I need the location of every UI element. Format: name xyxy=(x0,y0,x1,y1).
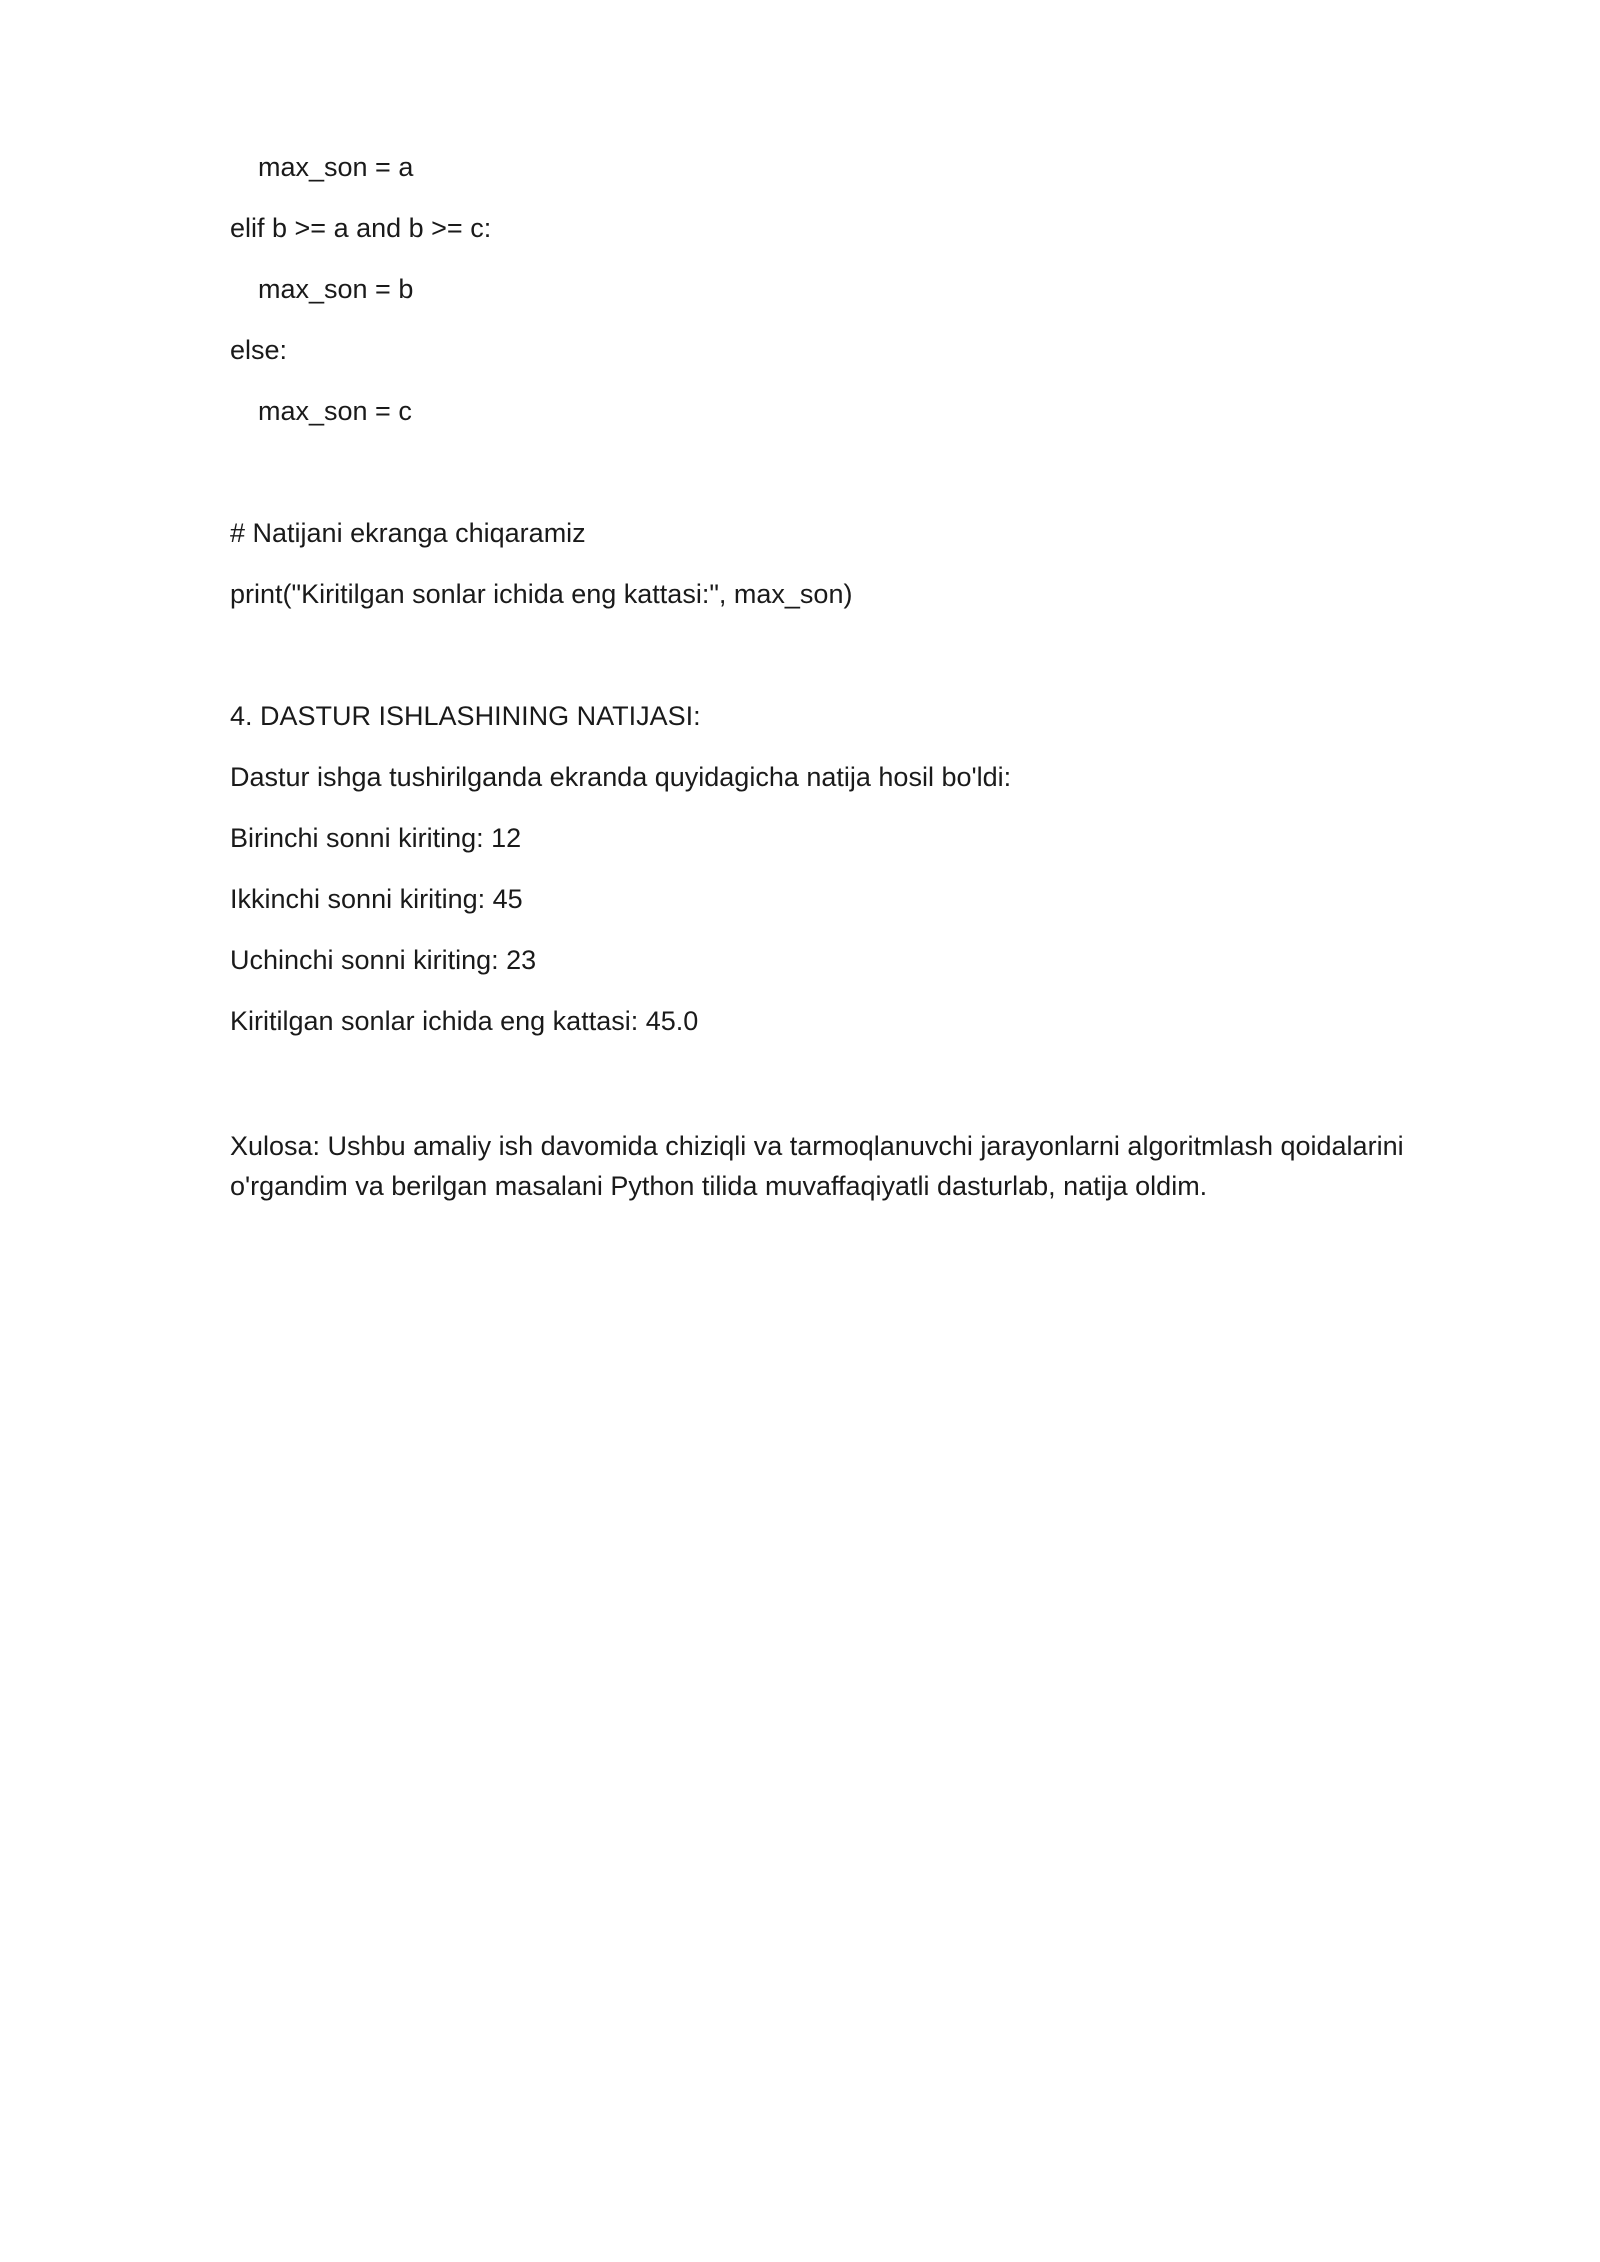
code-line: elif b >= a and b >= c: xyxy=(230,213,492,243)
code-line: max_son = c xyxy=(258,396,412,426)
section-intro: Dastur ishga tushirilganda ekranda quyidagicha natija hosil bo'ldi: xyxy=(230,762,1012,792)
code-line: else: xyxy=(230,335,288,365)
code-line: max_son = b xyxy=(258,274,414,304)
output-line: Kiritilgan sonlar ichida eng kattasi: 45.0 xyxy=(230,1006,699,1036)
document-content xyxy=(230,150,1430,1206)
blank-line xyxy=(230,638,1430,672)
output-line: Birinchi sonni kiriting: 12 xyxy=(230,823,522,853)
conclusion-paragraph: Xulosa: Ushbu amaliy ish davomida chiziqli va tarmoqlanuvchi jarayonlarni algoritmlash qoidalarini o'rgandim va berilgan masalani Python tilida muvaffaqiyatli dasturlab, natija oldim. xyxy=(230,1131,1404,1201)
code-line: max_son = a xyxy=(258,152,414,182)
blank-line xyxy=(230,1065,1430,1099)
output-line: Ikkinchi sonni kiriting: 45 xyxy=(230,884,523,914)
output-line: Uchinchi sonni kiriting: 23 xyxy=(230,945,537,975)
code-line: print("Kiritilgan sonlar ichida eng kattasi:", max_son) xyxy=(230,579,853,609)
blank-line xyxy=(230,455,1430,489)
code-comment: # Natijani ekranga chiqaramiz xyxy=(230,518,586,548)
section-heading: 4. DASTUR ISHLASHINING NATIJASI: xyxy=(230,701,701,731)
